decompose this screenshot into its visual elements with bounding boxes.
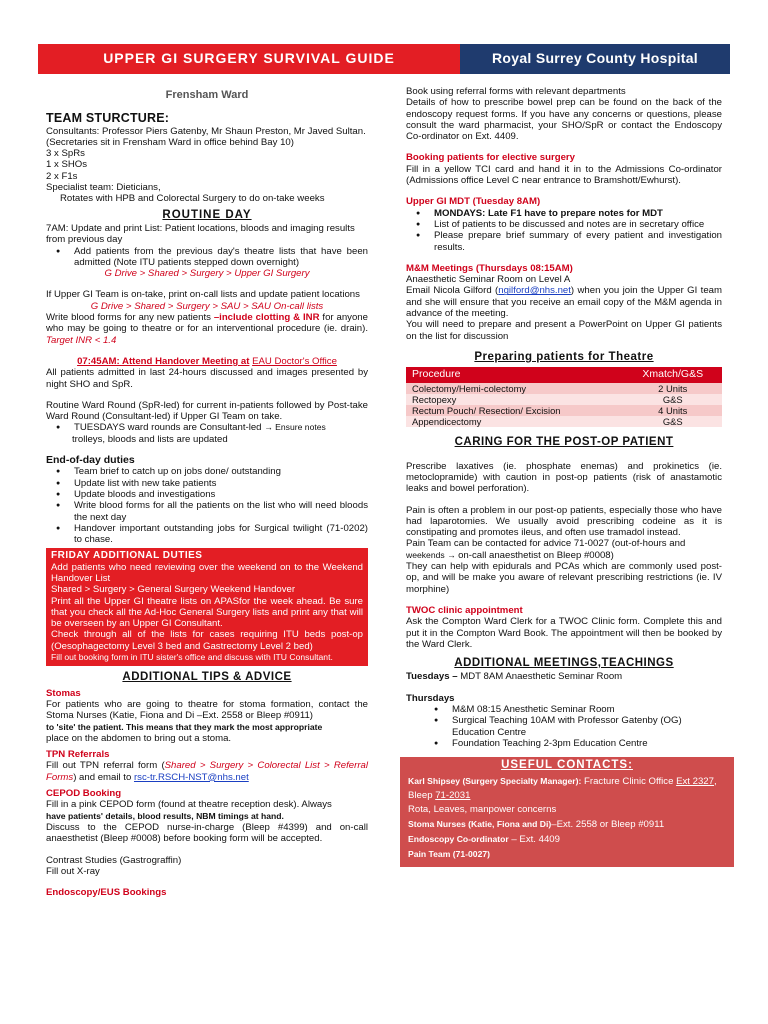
friday-text: Shared > Surgery > General Surgery Weekend Handover (51, 584, 296, 596)
target-inr: Target INR < 1.4 (46, 334, 117, 346)
contrast-text: Fill out X-ray (46, 865, 100, 877)
hospital-name: Royal Surrey County Hospital (460, 44, 730, 74)
contact-bleep: 71-2031 (435, 790, 471, 802)
tpn-text (46, 760, 368, 783)
xmatch-cell: 2 Units (623, 383, 722, 394)
team-line: 2 x F1s (46, 170, 78, 182)
team-rotation: Rotates with HPB and Colorectal Surgery to do on-take weeks (60, 193, 325, 205)
epidural-text: They can help with epidurals and PCAs which are commonly used post-op, and will be make you aware of relevant prescribing restrictions (ie. IV morphine) (406, 561, 722, 595)
pain-team-cont (406, 550, 722, 561)
cepod-note: have patients' details, blood results, NBM timings at hand. (46, 810, 284, 821)
postop-heading: CARING FOR THE POST-OP PATIENT (454, 436, 674, 449)
contact-note: Rota, Leaves, manpower concerns (408, 804, 557, 816)
contact-name: Stoma Nurses (Katie, Fiona and Di) (408, 819, 552, 830)
friday-duties-box (46, 548, 368, 666)
end-of-day-list (46, 466, 368, 545)
drive-path-upper-gi: G Drive > Shared > Surgery > Upper GI Surgery (104, 268, 310, 280)
team-line: Specialist team: Dieticians, (46, 182, 161, 194)
list-item: ● M&M 08:15 Anesthetic Seminar Room (424, 704, 722, 715)
tuesday-meeting-text: MDT 8AM Anaesthetic Seminar Room (457, 671, 623, 683)
xmatch-cell: G&S (623, 394, 722, 405)
thursday-label: Thursdays (406, 692, 455, 704)
contact-name: Karl Shipsey (Surgery Specialty Manager): (408, 776, 582, 787)
tpn-text-a: Fill out TPN referral form ( (46, 760, 165, 772)
team-structure-heading: TEAM STURCTURE: (46, 111, 170, 126)
contact-text: , Bleep (408, 776, 717, 802)
list-item: ● MONDAYS: Late F1 have to prepare notes for MDT (406, 208, 722, 219)
contact-endoscopy (408, 832, 726, 847)
friday-text: Fill out booking form in ITU sister's office and discuss with ITU Consultant. (51, 652, 333, 663)
contact-text: – Ext. 4409 (508, 834, 560, 846)
cepod-text: Fill in a pink CEPOD form (found at theatre reception desk). Always (46, 799, 332, 811)
tuesday-list (46, 422, 368, 433)
list-item: ● Surgical Teaching 10AM with Professor Gatenby (OG) Education Centre (424, 715, 722, 738)
xmatch-column-header: Xmatch/G&S (623, 367, 722, 382)
procedure-cell: Rectum Pouch/ Resection/ Excision (406, 405, 623, 416)
ward-round-text: Routine Ward Round (SpR-led) for current in-patients followed by Post-take Ward Round (Consultant-led) if Upper GI Team on take. (46, 399, 368, 423)
thursday-list (406, 704, 722, 749)
tuesday-note: → Ensure notes (264, 422, 326, 433)
procedure-table (406, 367, 722, 427)
team-line: Consultants: Professor Piers Gatenby, Mr Shaun Preston, Mr Javed Sultan. (Secretaries sit in Frensham Ward in office behind Bay 10) (46, 125, 366, 148)
friday-text: Print all the Upper GI theatre lists on APASfor the week ahead. Be sure that you check all the Ad-Hoc General Surgery lists and print any that will be overseen by an Upper GI Consultant. (51, 595, 363, 630)
team-line: 3 x SpRs (46, 148, 85, 160)
tuesday-text: TUESDAYS ward rounds are Consultant-led (74, 422, 265, 434)
table-row (406, 405, 722, 416)
mdt-heading: Upper GI MDT (Tuesday 8AM) (406, 196, 541, 208)
endoscopy-booking-text: Book using referral forms with relevant departments (406, 86, 626, 97)
meetings-heading: ADDITIONAL MEETINGS,TEACHINGS (454, 657, 674, 670)
list-item: ● Team brief to catch up on jobs done/ outstanding (46, 466, 368, 477)
contrast-heading: Contrast Studies (Gastrograffin) (46, 854, 182, 866)
procedure-cell: Colectomy/Hemi-colectomy (406, 383, 623, 394)
contacts-heading: USEFUL CONTACTS: (501, 759, 633, 772)
tpn-heading: TPN Referrals (46, 749, 110, 761)
list-item: ● Foundation Teaching 2-3pm Education Centre (424, 738, 722, 749)
team-structure (46, 126, 368, 205)
right-column (406, 86, 722, 867)
list-item: ● Update bloods and investigations (46, 489, 368, 500)
clotting-note: –include clotting & INR (213, 312, 320, 324)
elective-heading: Booking patients for elective surgery (406, 152, 576, 164)
handover-meeting (46, 356, 368, 367)
mdt-list (406, 208, 722, 253)
blood-text-cont: for anyone who may be going to theatre or for an interventional procedure (ie. drain). (46, 312, 368, 335)
postop-laxatives: Prescribe laxatives (ie. phosphate enemas) and prokinetics (ie. metoclopramide) with caution in post-op patients (risk of anastamotic leaks and bowel perforation). (406, 460, 722, 495)
mm-location: Anaesthetic Seminar Room on Level A (406, 274, 571, 286)
tuesday-meeting (406, 671, 722, 682)
tpn-email-link[interactable]: rsc-tr.RSCH-NST@nhs.net (133, 771, 249, 783)
blood-text: Write blood forms for any new patients (46, 312, 214, 324)
ontake-text: If Upper GI Team is on-take, print on-call lists and update patient locations (46, 289, 360, 301)
cepod-heading: CEPOD Booking (46, 788, 122, 800)
contact-manager (408, 774, 726, 803)
tuesday-label: Tuesdays – (406, 671, 458, 683)
list-item: ● Handover important outstanding jobs for Surgical twilight (71-0202) to chase. (46, 523, 368, 546)
left-column (46, 88, 368, 898)
tips-heading: ADDITIONAL TIPS & ADVICE (122, 671, 292, 684)
endoscopy-heading: Endoscopy/EUS Bookings (46, 887, 167, 899)
mm-text-a: Email Nicola Gilford ( (406, 285, 499, 297)
list-item (46, 422, 368, 433)
list-item: ● Update list with new take patients (46, 478, 368, 489)
contact-ext: Ext 2327 (676, 776, 714, 788)
stomas-text-cont: place on the abdomen to bring out a stoma. (46, 732, 232, 744)
header-banner (38, 44, 730, 74)
contact-stoma (408, 817, 726, 832)
friday-text: Check through all of the lists for cases requiring ITU beds post-op (Oesophagectomy Level 3 bed and Gastrectomy Level 2 bed) (51, 629, 363, 652)
list-item: ● Write blood forms for all the patients on the list who will need bloods the next day (46, 500, 368, 523)
friday-heading: FRIDAY ADDITIONAL DUTIES (51, 550, 203, 562)
handover-text: All patients admitted in last 24-hours discussed and images presented by night SHO and SpR. (46, 367, 368, 390)
friday-text: Add patients who need reviewing over the weekend on to the Weekend Handover List (51, 561, 363, 584)
list-item: ● Please prepare brief summary of every patient and investigation results. (406, 230, 722, 253)
contact-text: Fracture Clinic Office (581, 776, 677, 788)
routine-intro: 7AM: Update and print List: Patient locations, bloods and imaging results from previous day (46, 222, 355, 246)
stomas-heading: Stomas (46, 687, 81, 699)
table-header-row (406, 367, 722, 382)
mm-heading: M&M Meetings (Thursdays 08:15AM) (406, 262, 573, 274)
procedure-column-header: Procedure (406, 367, 623, 382)
useful-contacts-box (400, 757, 734, 867)
cepod-text-cont: Discuss to the CEPOD nurse-in-charge (Bleep #4399) and on-call anaesthetist (Bleep #0008) before booking form will be accepted. (46, 821, 368, 845)
blood-forms-text (46, 312, 368, 346)
table-row (406, 416, 722, 427)
pain-team-text: Pain Team can be contacted for advice 71-0027 (out-of-hours and (406, 538, 686, 550)
mm-email-text (406, 285, 722, 319)
end-of-day-heading: End-of-day duties (46, 454, 135, 467)
ward-name: Frensham Ward (165, 89, 249, 101)
contact-pain-team: Pain Team (71-0027) (408, 849, 490, 860)
weekends-note: weekends → (406, 549, 459, 560)
guide-title: UPPER GI SURGERY SURVIVAL GUIDE (38, 44, 460, 74)
table-row (406, 383, 722, 394)
tpn-path: Shared > Surgery > Colorectal List > Referral Forms (46, 760, 368, 783)
procedure-cell: Appendicectomy (406, 416, 623, 427)
routine-list (46, 246, 368, 269)
drive-path-sau: G Drive > Shared > Surgery > SAU > SAU On-call lists (90, 300, 324, 312)
procedure-cell: Rectopexy (406, 394, 623, 405)
contact-name: Endoscopy Co-ordinator (408, 834, 509, 845)
team-line: 1 x SHOs (46, 159, 88, 171)
twoc-heading: TWOC clinic appointment (406, 604, 523, 616)
list-item: ● List of patients to be discussed and notes are in secretary office (406, 219, 722, 230)
stomas-note: to 'site' the patient. This means that they mark the most appropriate (46, 721, 323, 732)
contact-text: –Ext. 2558 or Bleep #0911 (551, 819, 665, 831)
handover-time: 07:45AM: Attend Handover Meeting at (77, 355, 250, 367)
pain-team-bleep: on-call anaesthetist on Bleep #0008) (458, 549, 614, 561)
twoc-text: Ask the Compton Ward Clerk for a TWOC Clinic form. Complete this and put it in the Compton Ward Book. The appointment will then be booked by the Ward Clerk. (406, 616, 722, 650)
stomas-text: For patients who are going to theatre for stoma formation, contact the Stoma Nurses (Katie, Fiona and Di –Ext. 2558 or Bleep #0911) (46, 698, 368, 722)
mm-email-link[interactable]: ngilford@nhs.net (498, 285, 571, 297)
routine-day-heading: ROUTINE DAY (162, 208, 252, 221)
xmatch-cell: 4 Units (623, 405, 722, 416)
elective-text: Fill in a yellow TCI card and hand it in to the Admissions Co-ordinator (Admissions office Level C near entrance to Bramshott/Ewhurst). (406, 163, 722, 187)
bowel-prep-text: Details of how to prescribe bowel prep can be found on the back of the endoscopy request forms. If you have any concerns or questions, please consult the ward pharmacist, your SHO/SpR or contact the Endoscopy Co-ordinator on Ext. 4409. (406, 97, 722, 143)
tpn-text-b: ) and email to (73, 771, 134, 783)
xmatch-cell: G&S (623, 416, 722, 427)
postop-pain: Pain is often a problem in our post-op patients, especially those who have had laparotomies. We usually avoid prescribing codeine as it is constipating and promotes ileus, and often use tramadol instead. (406, 504, 722, 539)
mm-present-text: You will need to prepare and present a PowerPoint on Upper GI patients on the list for discussion (406, 319, 722, 342)
list-item: ● Add patients from the previous day's theatre lists that have been admitted (Note ITU patients stepped down overnight) (46, 246, 368, 269)
handover-place: EAU Doctor's Office (252, 355, 337, 367)
mm-text-b: ) when you join the Upper GI team and she will ensure that you receive an email copy of the M&M agenda in advance of the meeting. (406, 285, 722, 320)
table-row (406, 394, 722, 405)
tuesday-cont: trolleys, bloods and lists are updated (72, 433, 228, 445)
theatre-heading: Preparing patients for Theatre (474, 350, 654, 363)
